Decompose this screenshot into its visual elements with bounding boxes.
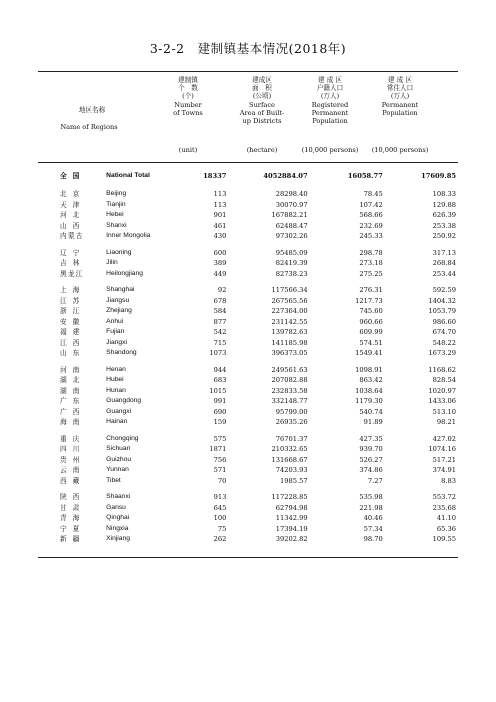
col-towns-header (164, 76, 212, 117)
cell-en: Zhejiang (106, 307, 132, 314)
table-row (38, 524, 458, 535)
cell-permanent: 517.21 (432, 455, 456, 464)
cell-permanent: 1404.32 (428, 296, 456, 305)
cell-registered: 232.69 (359, 221, 383, 230)
cell-towns: 430 (213, 232, 227, 240)
cell-towns: 113 (213, 200, 227, 209)
table-row (38, 296, 458, 307)
cell-towns: 901 (213, 211, 227, 219)
cell-area: 249561.63 (271, 365, 308, 374)
cell-area: 95799.00 (275, 407, 308, 416)
cell-towns: 1073 (209, 349, 227, 357)
cell-en: Shaanxi (106, 493, 131, 500)
cell-permanent: 253.44 (432, 269, 456, 278)
cell-zh: 贵州 (60, 455, 86, 464)
cell-registered: 526.27 (359, 455, 383, 464)
total-en: National Total (106, 172, 150, 179)
cell-towns: 1015 (209, 386, 227, 395)
cell-registered: 78.45 (363, 190, 383, 198)
cell-zh: 黑龙江 (60, 269, 84, 278)
cell-zh: 安徽 (60, 317, 86, 326)
cell-registered: 535.98 (359, 493, 383, 501)
cell-area: 82738.23 (275, 269, 308, 278)
table-row (38, 348, 458, 359)
cell-permanent: 41.10 (436, 514, 456, 522)
cell-zh: 湖北 (60, 376, 86, 384)
page-title: 3-2-2 建制镇基本情况(2018年) (149, 41, 347, 56)
cell-area: 267565.56 (271, 296, 308, 305)
cell-zh: 陕西 (60, 493, 86, 501)
col-area-en-2: Area of Built- (239, 108, 285, 117)
cell-en: Inner Mongolia (106, 232, 151, 239)
unit-area: (hectare) (246, 146, 278, 154)
cell-area: 207082.88 (271, 376, 308, 384)
table-row (38, 248, 458, 259)
cell-towns: 645 (213, 503, 227, 512)
cell-en: Tianjin (106, 200, 126, 208)
cell-area: 17394.19 (275, 524, 308, 533)
cell-registered: 1038.64 (355, 386, 383, 395)
cell-zh: 青海 (60, 514, 86, 522)
cell-permanent: 553.72 (432, 493, 456, 501)
cell-permanent: 65.36 (436, 524, 456, 533)
cell-area: 117228.85 (271, 493, 308, 501)
col-permanent-zh-2: 常住人口 (386, 84, 414, 93)
table-row (38, 455, 458, 466)
table-row (38, 327, 458, 338)
table-row (38, 465, 458, 476)
cell-zh: 山东 (60, 349, 86, 357)
cell-towns: 262 (213, 535, 227, 543)
cell-area: 97302.26 (275, 232, 308, 240)
cell-en: Guangdong (106, 397, 142, 404)
cell-registered: 245.33 (359, 232, 383, 240)
table-row (38, 285, 458, 296)
cell-registered: 745.60 (359, 307, 383, 315)
cell-registered: 1098.91 (355, 365, 383, 374)
cell-permanent: 8.83 (441, 476, 456, 485)
cell-en: Ningxia (106, 524, 129, 532)
cell-area: 227364.00 (271, 307, 308, 315)
cell-permanent: 98.21 (436, 418, 456, 426)
col-area-header (230, 76, 294, 125)
cell-permanent: 427.02 (432, 434, 456, 443)
cell-towns: 944 (213, 365, 227, 374)
cell-area: 210332.65 (271, 445, 308, 453)
cell-registered: 98.70 (363, 535, 383, 543)
col-permanent-en-2: Population (382, 108, 418, 117)
cell-towns: 1871 (209, 445, 227, 453)
cell-area: 131668.67 (271, 455, 308, 464)
cell-permanent: 250.92 (432, 232, 456, 240)
cell-permanent: 108.33 (432, 190, 456, 198)
cell-towns: 690 (213, 407, 227, 416)
cell-towns: 461 (213, 221, 227, 230)
cell-towns: 678 (213, 296, 227, 305)
total-zh: 全国 (60, 172, 86, 180)
cell-permanent: 828.54 (432, 376, 456, 384)
col-permanent-unit-zh: (万人) (390, 92, 410, 101)
table-row (38, 317, 458, 328)
unit-permanent: (10,000 persons) (371, 146, 429, 154)
unit-registered: (10,000 persons) (301, 146, 359, 154)
col-registered-en-2: Permanent (311, 108, 349, 117)
cell-en: Jiangxi (106, 338, 127, 346)
cell-area: 396373.05 (271, 349, 308, 357)
cell-towns: 449 (213, 269, 227, 278)
cell-towns: 715 (213, 338, 227, 347)
cell-area: 28298.40 (275, 190, 308, 198)
cell-en: Chongqing (106, 434, 139, 442)
cell-en: Hunan (106, 386, 126, 394)
cell-registered: 540.74 (359, 407, 383, 416)
cell-permanent: 1020.97 (428, 386, 456, 395)
table-row (38, 386, 458, 397)
cell-zh: 甘肃 (60, 503, 86, 512)
cell-zh: 云南 (60, 466, 86, 474)
cell-registered: 40.46 (363, 514, 383, 522)
cell-towns: 70 (217, 476, 227, 485)
cell-zh: 河南 (60, 365, 86, 374)
cell-area: 74203.93 (275, 466, 308, 474)
cell-permanent: 513.10 (432, 407, 456, 416)
cell-registered: 374.86 (359, 466, 383, 474)
cell-permanent: 592.59 (432, 286, 456, 294)
cell-registered: 91.89 (363, 418, 383, 426)
cell-en: Xinjiang (106, 535, 130, 542)
col-permanent-en-1: Permanent (381, 100, 419, 109)
table-row (38, 306, 458, 317)
cell-zh: 天津 (60, 200, 86, 209)
table-row (38, 338, 458, 349)
cell-zh: 福建 (60, 328, 86, 336)
cell-registered: 568.66 (359, 211, 383, 219)
cell-en: Tibet (106, 476, 121, 484)
col-area-zh-2: 面 积 (252, 84, 272, 93)
cell-towns: 113 (213, 190, 227, 198)
cell-zh: 江西 (60, 338, 86, 347)
unit-towns: (unit) (178, 146, 198, 154)
cell-registered: 57.34 (363, 524, 383, 533)
table-row (38, 503, 458, 514)
col-area-en-3: up Districts (242, 117, 282, 126)
cell-registered: 276.31 (359, 286, 383, 294)
table-row (38, 444, 458, 455)
cell-permanent: 1673.29 (428, 349, 456, 357)
cell-area: 62488.47 (275, 221, 308, 230)
cell-en: Shandong (106, 349, 137, 356)
cell-area: 232833.58 (271, 386, 308, 395)
cell-area: 62794.98 (275, 503, 308, 512)
table-row (38, 258, 458, 269)
cell-area: 82419.39 (275, 259, 308, 267)
cell-permanent: 374.91 (432, 466, 456, 474)
cell-towns: 913 (213, 493, 227, 501)
cell-zh: 上海 (60, 286, 86, 294)
cell-en: Anhui (106, 317, 124, 325)
cell-registered: 7.27 (367, 476, 383, 485)
cell-towns: 159 (213, 418, 227, 426)
cell-permanent: 235.68 (432, 503, 456, 512)
table-row (38, 189, 458, 200)
cell-area: 39202.82 (275, 535, 308, 543)
cell-registered: 863.42 (359, 376, 383, 384)
cell-zh: 西藏 (60, 476, 86, 485)
cell-towns: 542 (213, 328, 227, 336)
cell-area: 117566.34 (271, 286, 308, 294)
cell-en: Gansu (106, 503, 126, 511)
col-registered-header (304, 76, 356, 125)
cell-en: Qinghai (106, 514, 130, 521)
total-registered: 16058.77 (347, 172, 383, 180)
cell-zh: 重庆 (60, 434, 86, 443)
col-area-en-1: Surface (249, 100, 275, 109)
cell-permanent: 674.70 (432, 328, 456, 336)
col-permanent-header (374, 76, 426, 117)
region-header-en: Name of Regions (60, 123, 118, 132)
cell-area: 141185.98 (271, 338, 308, 347)
cell-en: Jiangsu (106, 296, 130, 304)
cell-permanent: 1053.79 (428, 307, 456, 315)
cell-permanent: 268.84 (432, 259, 456, 267)
cell-en: Sichuan (106, 445, 131, 452)
regions-table (38, 169, 458, 545)
bottom-rule (38, 557, 458, 558)
cell-registered: 273.18 (359, 259, 383, 267)
cell-en: Shanghai (106, 286, 135, 293)
cell-registered: 939.70 (359, 445, 383, 453)
cell-zh: 辽宁 (60, 248, 86, 257)
cell-area: 1985.57 (279, 476, 308, 485)
cell-zh: 江苏 (60, 296, 86, 305)
cell-registered: 427.35 (359, 434, 383, 443)
region-header-zh: 地区名称 (78, 106, 106, 114)
table-row (38, 534, 458, 545)
cell-zh: 湖南 (60, 386, 86, 395)
table-row (38, 492, 458, 503)
col-towns-en-1: Number (174, 100, 202, 109)
table-row (38, 417, 458, 428)
table-row (38, 365, 458, 376)
cell-towns: 991 (213, 397, 227, 405)
cell-area: 11342.99 (275, 514, 308, 522)
cell-en: Liaoning (106, 248, 132, 256)
cell-towns: 389 (213, 259, 227, 267)
cell-permanent: 253.38 (432, 221, 456, 230)
cell-towns: 877 (213, 317, 227, 326)
cell-registered: 275.25 (359, 269, 383, 278)
cell-permanent: 1433.06 (428, 397, 456, 405)
cell-area: 167882.21 (271, 211, 308, 219)
total-permanent: 17609.85 (421, 172, 456, 180)
total-towns: 18337 (203, 172, 227, 180)
cell-registered: 1217.73 (355, 296, 383, 305)
cell-zh: 四川 (60, 445, 86, 453)
cell-zh: 浙江 (60, 307, 86, 315)
cell-zh: 广东 (60, 397, 86, 405)
col-towns-zh-2: 个 数 (178, 84, 198, 93)
table-row (38, 375, 458, 386)
cell-en: Jilin (106, 259, 118, 266)
cell-en: Hebei (106, 211, 124, 218)
cell-zh: 广西 (60, 407, 86, 416)
col-area-zh-1: 建成区 (252, 76, 272, 84)
table-row (38, 476, 458, 487)
table-row (38, 221, 458, 232)
cell-area: 231142.55 (271, 317, 308, 326)
cell-permanent: 129.88 (432, 200, 456, 209)
cell-zh: 吉林 (60, 259, 86, 267)
cell-towns: 600 (213, 248, 227, 257)
regions-table-body (38, 169, 458, 545)
cell-permanent: 548.22 (432, 338, 456, 347)
cell-permanent: 626.39 (432, 211, 456, 219)
cell-towns: 92 (217, 286, 227, 294)
cell-permanent: 109.55 (432, 535, 456, 543)
table-row (38, 200, 458, 211)
cell-registered: 1179.30 (355, 397, 383, 405)
cell-area: 139782.63 (271, 328, 308, 336)
cell-zh: 北京 (60, 190, 86, 198)
table-row-total (38, 169, 458, 183)
cell-en: Guangxi (106, 407, 132, 415)
cell-zh: 内蒙古 (60, 232, 84, 240)
cell-permanent: 986.60 (432, 317, 456, 326)
col-permanent-zh-1: 建 成 区 (388, 76, 412, 84)
cell-zh: 山西 (60, 221, 86, 230)
cell-en: Beijing (106, 190, 127, 197)
cell-zh: 宁夏 (60, 524, 86, 533)
table-row (38, 434, 458, 445)
cell-towns: 575 (213, 434, 227, 443)
cell-en: Hubei (106, 376, 124, 383)
col-area-unit-zh: (公顷) (252, 92, 272, 101)
cell-area: 76701.37 (275, 434, 308, 443)
col-registered-zh-2: 户籍人口 (316, 84, 344, 93)
cell-registered: 107.42 (359, 200, 383, 209)
cell-permanent: 317.13 (432, 248, 456, 257)
cell-zh: 河北 (60, 211, 86, 219)
cell-towns: 571 (213, 466, 227, 474)
cell-towns: 75 (217, 524, 227, 533)
cell-registered: 609.99 (359, 328, 383, 336)
table-row (38, 231, 458, 242)
cell-registered: 574.51 (359, 338, 383, 347)
cell-en: Guizhou (106, 455, 132, 463)
col-towns-zh-1: 建制镇 (178, 76, 198, 84)
table-row (38, 407, 458, 418)
cell-en: Shanxi (106, 221, 127, 229)
cell-en: Heilongjiang (106, 269, 143, 277)
cell-zh: 新疆 (60, 535, 86, 543)
col-towns-en-2: of Towns (173, 108, 203, 117)
total-area: 4052884.07 (263, 172, 308, 180)
cell-area: 26935.26 (275, 418, 308, 426)
cell-en: Henan (106, 365, 126, 373)
cell-towns: 100 (213, 514, 227, 522)
cell-area: 332148.77 (271, 397, 308, 405)
cell-en: Hainan (106, 418, 128, 425)
cell-registered: 221.98 (359, 503, 383, 512)
cell-registered: 1549.41 (355, 349, 383, 357)
cell-permanent: 1074.16 (428, 445, 456, 453)
cell-zh: 海南 (60, 418, 86, 426)
col-registered-en-1: Registered (311, 100, 349, 109)
cell-towns: 584 (213, 307, 227, 315)
table-row (38, 513, 458, 524)
cell-en: Fujian (106, 328, 125, 335)
table-row (38, 269, 458, 280)
col-registered-zh-1: 建 成 区 (318, 76, 342, 84)
table-row (38, 396, 458, 407)
cell-registered: 960.66 (359, 317, 383, 326)
cell-towns: 683 (213, 376, 227, 384)
cell-en: Yunnan (106, 466, 129, 473)
top-rule (38, 71, 458, 72)
col-registered-en-3: Population (312, 117, 348, 126)
cell-registered: 298.78 (359, 248, 383, 257)
cell-area: 30070.97 (275, 200, 308, 209)
cell-area: 95485.09 (275, 248, 308, 257)
cell-permanent: 1168.62 (428, 365, 456, 374)
header-rule (38, 162, 458, 163)
table-row (38, 210, 458, 221)
region-header (62, 106, 122, 131)
col-towns-unit-zh: (个) (182, 92, 194, 101)
cell-towns: 756 (213, 455, 227, 464)
col-registered-unit-zh: (万人) (320, 92, 340, 101)
